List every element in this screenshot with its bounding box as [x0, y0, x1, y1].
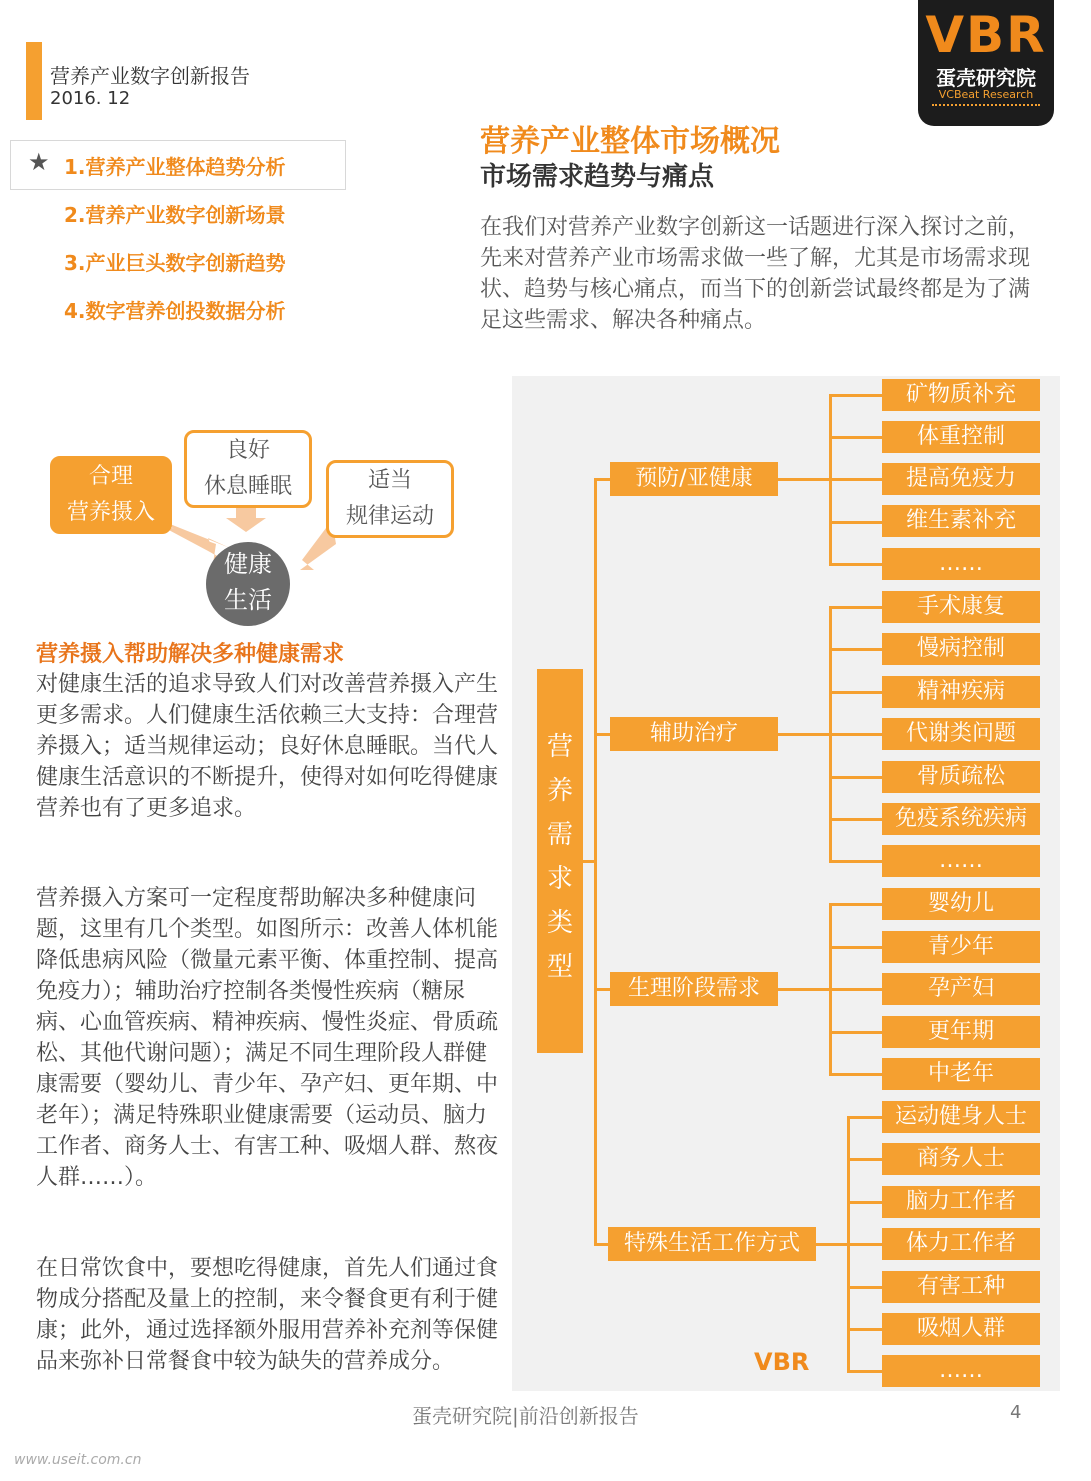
report-title: 营养产业数字创新报告 [50, 64, 250, 88]
g1-link [778, 478, 830, 481]
g3-h4 [829, 1031, 882, 1034]
leaf-pregnant: 孕产妇 [882, 973, 1040, 1005]
g2-h2 [829, 648, 882, 651]
leaf-metabolic: 代谢类问题 [882, 718, 1040, 750]
g1-h3 [829, 478, 882, 481]
leaf-business: 商务人士 [882, 1143, 1040, 1175]
group-therapy: 辅助治疗 [610, 717, 778, 751]
logo-en-name: VCBeat Research [938, 88, 1034, 101]
header-accent-bar [26, 42, 42, 120]
g3-h2 [829, 946, 882, 949]
toc-item-3[interactable]: 3.产业巨头数字创新趋势 [64, 251, 286, 275]
g4-h2 [847, 1158, 882, 1161]
g1-h5 [829, 563, 882, 566]
leaf-mental: 精神疾病 [882, 676, 1040, 708]
leaf-infant: 婴幼儿 [882, 888, 1040, 920]
paragraph-2: 营养摄入方案可一定程度帮助解决多种健康问题，这里有几个类型。如图所示：改善人体机能降低患病风险（微量元素平衡、体重控制、提高免疫力）；辅助治疗控制各类慢性疾病（糖尿病、心血管疾病、精神疾病、慢性炎症、骨质疏松、其他代谢问题）；满足不同生理阶段人群健康需要（婴幼儿、青少年、孕产妇、更年期、中老年）；满足特殊职业健康需要（运动员、脑力工作者、商务人士、有害工种、吸烟人群、熬夜人群……）。 [36, 886, 499, 1190]
g2-h7 [829, 860, 882, 863]
pillar-exercise: 适当 规律运动 [326, 460, 454, 538]
small-vbr-logo: VBR [754, 1348, 810, 1376]
g3-h1 [829, 903, 882, 906]
leaf-more-2: …… [882, 845, 1040, 877]
toc-item-2[interactable]: 2.营养产业数字创新场景 [64, 203, 286, 227]
group-prevention: 预防/亚健康 [610, 462, 778, 496]
g1-h2 [829, 436, 882, 439]
g4-h6 [847, 1328, 882, 1331]
leaf-immune-disease: 免疫系统疾病 [882, 803, 1040, 835]
report-date: 2016. 12 [50, 88, 131, 109]
leaf-vitamin: 维生素补充 [882, 505, 1040, 537]
g1-h4 [829, 521, 882, 524]
logo-mark: VBR [925, 6, 1047, 64]
g4-link [816, 1243, 848, 1246]
star-icon: ★ [28, 148, 50, 176]
leaf-more-1: …… [882, 548, 1040, 580]
leaf-weight: 体重控制 [882, 421, 1040, 453]
g4-h7 [847, 1370, 882, 1373]
group-life-stage: 生理阶段需求 [610, 972, 778, 1006]
g2-h1 [829, 606, 882, 609]
g3-link [778, 988, 830, 991]
group-special-lifestyle: 特殊生活工作方式 [608, 1227, 816, 1261]
section-subtitle: 市场需求趋势与痛点 [480, 162, 715, 192]
pillar-nutrition: 合理 营养摄入 [50, 456, 172, 534]
page-number: 4 [1010, 1402, 1022, 1423]
trunk-branch-3 [594, 988, 610, 991]
g4-h3 [847, 1201, 882, 1204]
tree-root-label: 营养需求类型 [546, 732, 573, 982]
intro-paragraph: 在我们对营养产业数字创新这一话题进行深入探讨之前，先来对营养产业市场需求做一些了解，尤其是市场需求现状、趋势与核心痛点，而当下的创新尝试最终都是为了满足这些需求、解决各种痛点。 [480, 215, 1031, 333]
tree-root [537, 669, 583, 1053]
paragraph-1: 对健康生活的追求导致人们对改善营养摄入产生更多需求。人们健康生活依赖三大支持：合理营养摄入；适当规律运动；良好休息睡眠。当代人健康生活意识的不断提升，使得对如何吃得健康营养也有了更多追求。 [36, 672, 499, 821]
g1-h1 [829, 394, 882, 397]
leaf-hazardous-jobs: 有害工种 [882, 1271, 1040, 1303]
left-heading: 营养摄入帮助解决多种健康需求 [36, 642, 345, 667]
healthy-life-circle: 健康 生活 [206, 542, 290, 626]
leaf-teen: 青少年 [882, 931, 1040, 963]
leaf-immunity: 提高免疫力 [882, 463, 1040, 495]
footer-text: 蛋壳研究院|前沿创新报告 [412, 1404, 639, 1428]
leaf-mental-workers: 脑力工作者 [882, 1186, 1040, 1218]
g4-h4 [847, 1243, 882, 1246]
g2-link [778, 733, 830, 736]
paragraph-3: 在日常饮食中，要想吃得健康，首先人们通过食物成分搭配及量上的控制，来令餐食更有利于健康；此外，通过选择额外服用营养补充剂等保健品来弥补日常餐食中较为缺失的营养成分。 [36, 1256, 499, 1374]
leaf-chronic: 慢病控制 [882, 633, 1040, 665]
g2-h4 [829, 733, 882, 736]
pillar-sleep: 良好 休息睡眠 [184, 430, 312, 508]
g3-h3 [829, 988, 882, 991]
g4-h5 [847, 1286, 882, 1289]
leaf-more-4: …… [882, 1355, 1040, 1387]
leaf-athletes: 运动健身人士 [882, 1101, 1040, 1133]
logo-divider [932, 104, 1040, 108]
toc-item-1[interactable]: 1.营养产业整体趋势分析 [64, 155, 286, 179]
g3-h5 [829, 1073, 882, 1076]
leaf-menopause: 更年期 [882, 1016, 1040, 1048]
leaf-manual-workers: 体力工作者 [882, 1228, 1040, 1260]
leaf-elderly: 中老年 [882, 1058, 1040, 1090]
trunk-branch-1 [594, 478, 610, 481]
trunk-branch-2 [594, 733, 610, 736]
trunk-line [594, 478, 597, 1246]
leaf-osteoporosis: 骨质疏松 [882, 761, 1040, 793]
watermark: www.useit.com.cn [14, 1452, 142, 1468]
logo-cn-name: 蛋壳研究院 [936, 66, 1036, 90]
g2-h3 [829, 691, 882, 694]
g2-h5 [829, 776, 882, 779]
vbr-logo [918, 0, 1054, 126]
section-title: 营养产业整体市场概况 [480, 124, 780, 159]
g4-h1 [847, 1116, 882, 1119]
toc-item-4[interactable]: 4.数字营养创投数据分析 [64, 299, 286, 323]
g2-h6 [829, 818, 882, 821]
leaf-smokers: 吸烟人群 [882, 1313, 1040, 1345]
leaf-surgery: 手术康复 [882, 591, 1040, 623]
leaf-mineral: 矿物质补充 [882, 379, 1040, 411]
